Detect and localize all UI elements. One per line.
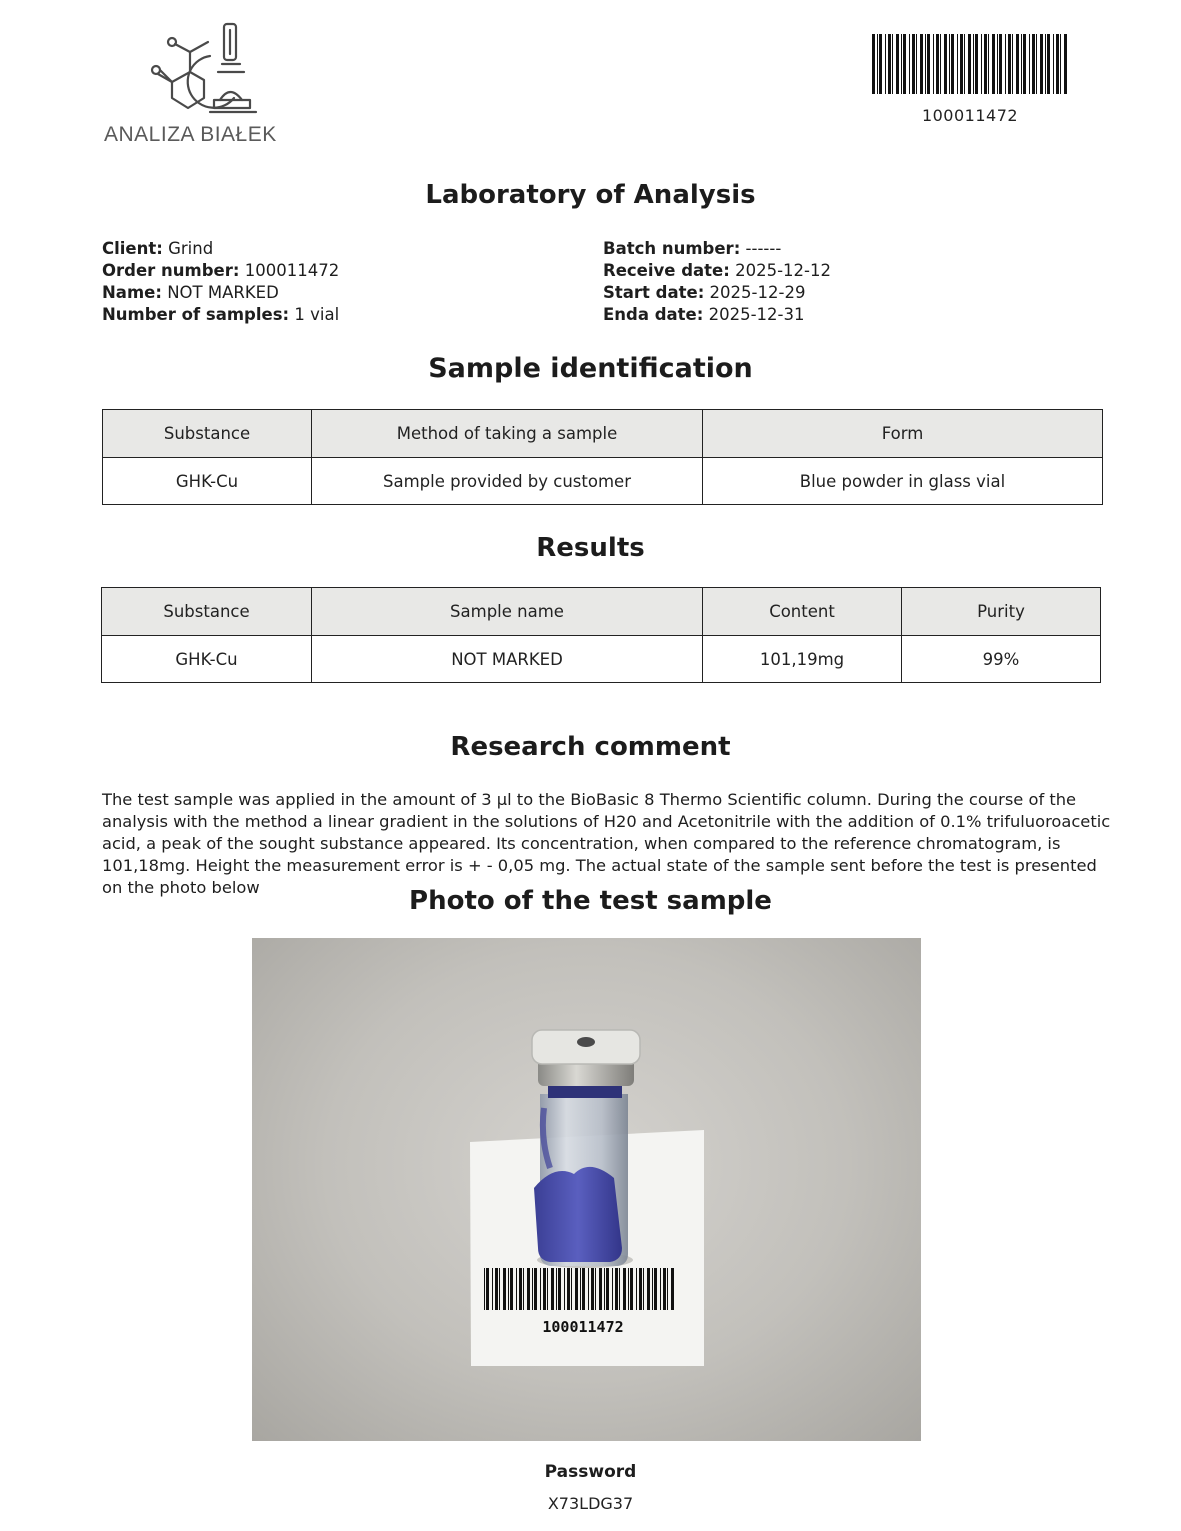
barcode-bar	[571, 1268, 572, 1310]
barcode-bar	[927, 34, 930, 94]
barcode-bar	[534, 1268, 537, 1310]
barcode-bar	[888, 34, 891, 94]
barcode-bar	[588, 1268, 589, 1310]
barcode-bar	[892, 34, 893, 94]
barcode-bar	[933, 34, 934, 94]
barcode-bar	[516, 1268, 517, 1310]
barcode-bar	[647, 1268, 650, 1310]
barcode-bar	[1036, 34, 1037, 94]
barcode-bar	[1008, 34, 1011, 94]
barcode-bar	[486, 1268, 489, 1310]
barcode-bar	[523, 1268, 524, 1310]
table-row	[103, 458, 1103, 505]
barcode-bar	[975, 34, 978, 94]
barcode-bar	[877, 34, 878, 94]
barcode-bar	[654, 1268, 657, 1310]
barcode-bar	[556, 1268, 557, 1310]
barcode-bar	[920, 34, 923, 94]
barcode-bar	[988, 34, 989, 94]
barcode-bar	[940, 34, 941, 94]
barcode-bar	[547, 1268, 548, 1310]
photo-barcode-number: 100011472	[542, 1318, 624, 1336]
barcode-bar	[1045, 34, 1046, 94]
barcode-bar	[595, 1268, 596, 1310]
barcode-bar	[984, 34, 987, 94]
barcode-bar	[999, 34, 1002, 94]
barcode-bar	[643, 1268, 644, 1310]
barcode-bar	[1029, 34, 1030, 94]
table-header-row	[103, 410, 1103, 458]
start-row	[603, 282, 831, 304]
client-value: Grind	[168, 239, 214, 258]
table-cell: GHK-Cu	[103, 458, 312, 505]
barcode-bar	[973, 34, 974, 94]
barcode-bar	[619, 1268, 620, 1310]
barcode-bar	[663, 1268, 666, 1310]
barcode-bar	[575, 1268, 578, 1310]
column-header: Content	[703, 588, 902, 636]
order-label: Order number:	[102, 261, 240, 280]
barcode-bar	[879, 34, 882, 94]
samples-row	[102, 304, 339, 326]
barcode-bar	[916, 34, 917, 94]
barcode-bar	[495, 1268, 498, 1310]
barcode-bar	[903, 34, 906, 94]
barcode-bar	[630, 1268, 633, 1310]
barcode-bar	[981, 34, 982, 94]
barcode-bar	[564, 1268, 565, 1310]
barcode-bar	[503, 1268, 506, 1310]
barcode-bar	[604, 1268, 605, 1310]
barcode-bar	[872, 34, 875, 94]
barcode-bar	[508, 1268, 509, 1310]
barcode-bar	[484, 1268, 485, 1310]
barcode-bar	[582, 1268, 585, 1310]
column-header: Sample name	[312, 588, 703, 636]
barcode-bar	[1056, 34, 1059, 94]
company-logo	[104, 20, 304, 150]
barcode-bar	[532, 1268, 533, 1310]
receive-label: Receive date:	[603, 261, 730, 280]
barcode-bar	[957, 34, 958, 94]
brand-name: ANALIZA BIAŁEK	[104, 123, 277, 146]
barcode-bar	[968, 34, 971, 94]
client-info	[102, 238, 339, 326]
barcode-bar	[636, 1268, 637, 1310]
barcode-bar	[599, 1268, 602, 1310]
table-cell: Blue powder in glass vial	[703, 458, 1103, 505]
barcode-bar	[567, 1268, 570, 1310]
barcode-bar	[612, 1268, 613, 1310]
barcode-bar	[951, 34, 954, 94]
receive-row	[603, 260, 831, 282]
barcode-bar	[896, 34, 899, 94]
barcode-bar	[1040, 34, 1043, 94]
chemistry-microscope-icon	[148, 20, 260, 116]
barcode-bar	[936, 34, 939, 94]
barcode	[872, 34, 1068, 134]
table-row	[102, 636, 1101, 683]
table-cell: 101,19mg	[703, 636, 902, 683]
password-value: X73LDG37	[547, 1494, 634, 1513]
barcode-bar	[997, 34, 998, 94]
table-cell: NOT MARKED	[312, 636, 703, 683]
barcode-bar	[925, 34, 926, 94]
column-header: Substance	[102, 588, 312, 636]
batch-value: ------	[745, 239, 782, 258]
table-cell: GHK-Cu	[102, 636, 312, 683]
barcode-number: 100011472	[921, 106, 1019, 125]
barcode-bar	[519, 1268, 522, 1310]
barcode-bar	[1021, 34, 1022, 94]
end-row	[603, 304, 831, 326]
barcode-bar	[909, 34, 910, 94]
receive-value: 2025-12-12	[735, 261, 831, 280]
barcode-bar	[540, 1268, 541, 1310]
barcode-bar	[1032, 34, 1035, 94]
barcode-bar	[671, 1268, 674, 1310]
photo-heading: Photo of the test sample	[409, 886, 772, 916]
barcode-bar	[591, 1268, 594, 1310]
order-row	[102, 260, 339, 282]
batch-info	[603, 238, 831, 326]
vial-illustration	[252, 938, 921, 1441]
start-value: 2025-12-29	[709, 283, 806, 302]
barcode-bar	[1012, 34, 1013, 94]
barcode-bar	[606, 1268, 609, 1310]
research-comment-heading: Research comment	[450, 732, 731, 762]
barcode-bar	[667, 1268, 668, 1310]
barcode-bar	[964, 34, 965, 94]
table-cell: 99%	[902, 636, 1101, 683]
barcode-bar	[660, 1268, 661, 1310]
page-title: Laboratory of Analysis	[425, 180, 756, 210]
barcode-bar	[499, 1268, 500, 1310]
barcode-bar	[558, 1268, 561, 1310]
sample-identification-heading: Sample identification	[428, 353, 753, 384]
barcode-bar	[960, 34, 963, 94]
barcode-bar	[639, 1268, 642, 1310]
barcode-bar	[652, 1268, 653, 1310]
barcode-bar	[1053, 34, 1054, 94]
column-header: Method of taking a sample	[312, 410, 703, 458]
barcode-bar	[628, 1268, 629, 1310]
name-label: Name:	[102, 283, 162, 302]
barcode-bar	[623, 1268, 626, 1310]
barcode-bar	[580, 1268, 581, 1310]
barcode-bar	[492, 1268, 493, 1310]
research-comment-text: The test sample was applied in the amount of 3 µl to the BioBasic 8 Thermo Scientific column. During the course of the analysis with the method a linear gradient in the solutions of H20 and Acetonitrile with the addition of 0.1% trifuluoroacetic acid, a peak of the sought substance appeared. Its concentration, when compared to the reference chromatogram, is 101,18mg. Height the measurement error is + - 0,05 mg. The actual state of the sample sent before the test is presented on the photo below	[102, 790, 1111, 897]
client-row	[102, 238, 339, 260]
column-header: Substance	[103, 410, 312, 458]
barcode-bar	[1060, 34, 1061, 94]
end-label: Enda date:	[603, 305, 704, 324]
table-cell: Sample provided by customer	[312, 458, 703, 505]
sample-photo	[252, 938, 921, 1441]
barcode-bars	[872, 34, 1068, 94]
barcode-bar	[1064, 34, 1067, 94]
barcode-bar	[901, 34, 902, 94]
column-header: Purity	[902, 588, 1101, 636]
barcode-bar	[912, 34, 915, 94]
table-header-row	[102, 588, 1101, 636]
barcode-bar	[527, 1268, 530, 1310]
samples-label: Number of samples:	[102, 305, 290, 324]
results-table	[101, 587, 1101, 683]
start-label: Start date:	[603, 283, 705, 302]
name-value: NOT MARKED	[167, 283, 279, 302]
password-label: Password	[544, 1462, 637, 1482]
batch-row	[603, 238, 831, 260]
client-label: Client:	[102, 239, 163, 258]
barcode-bar	[1047, 34, 1050, 94]
barcode-bar	[543, 1268, 546, 1310]
barcode-bar	[992, 34, 995, 94]
results-heading: Results	[536, 533, 645, 563]
end-value: 2025-12-31	[708, 305, 805, 324]
barcode-bar	[949, 34, 950, 94]
sample-identification-table	[102, 409, 1103, 505]
column-header: Form	[703, 410, 1103, 458]
barcode-bar	[1005, 34, 1006, 94]
barcode-bar	[1016, 34, 1019, 94]
barcode-bar	[1023, 34, 1026, 94]
barcode-bar	[551, 1268, 554, 1310]
order-value: 100011472	[244, 261, 340, 280]
name-row	[102, 282, 339, 304]
barcode-bar	[615, 1268, 618, 1310]
barcode-bar	[885, 34, 886, 94]
barcode-bar	[944, 34, 947, 94]
samples-value: 1 vial	[294, 305, 340, 324]
barcode-bar	[510, 1268, 513, 1310]
batch-label: Batch number:	[603, 239, 741, 258]
